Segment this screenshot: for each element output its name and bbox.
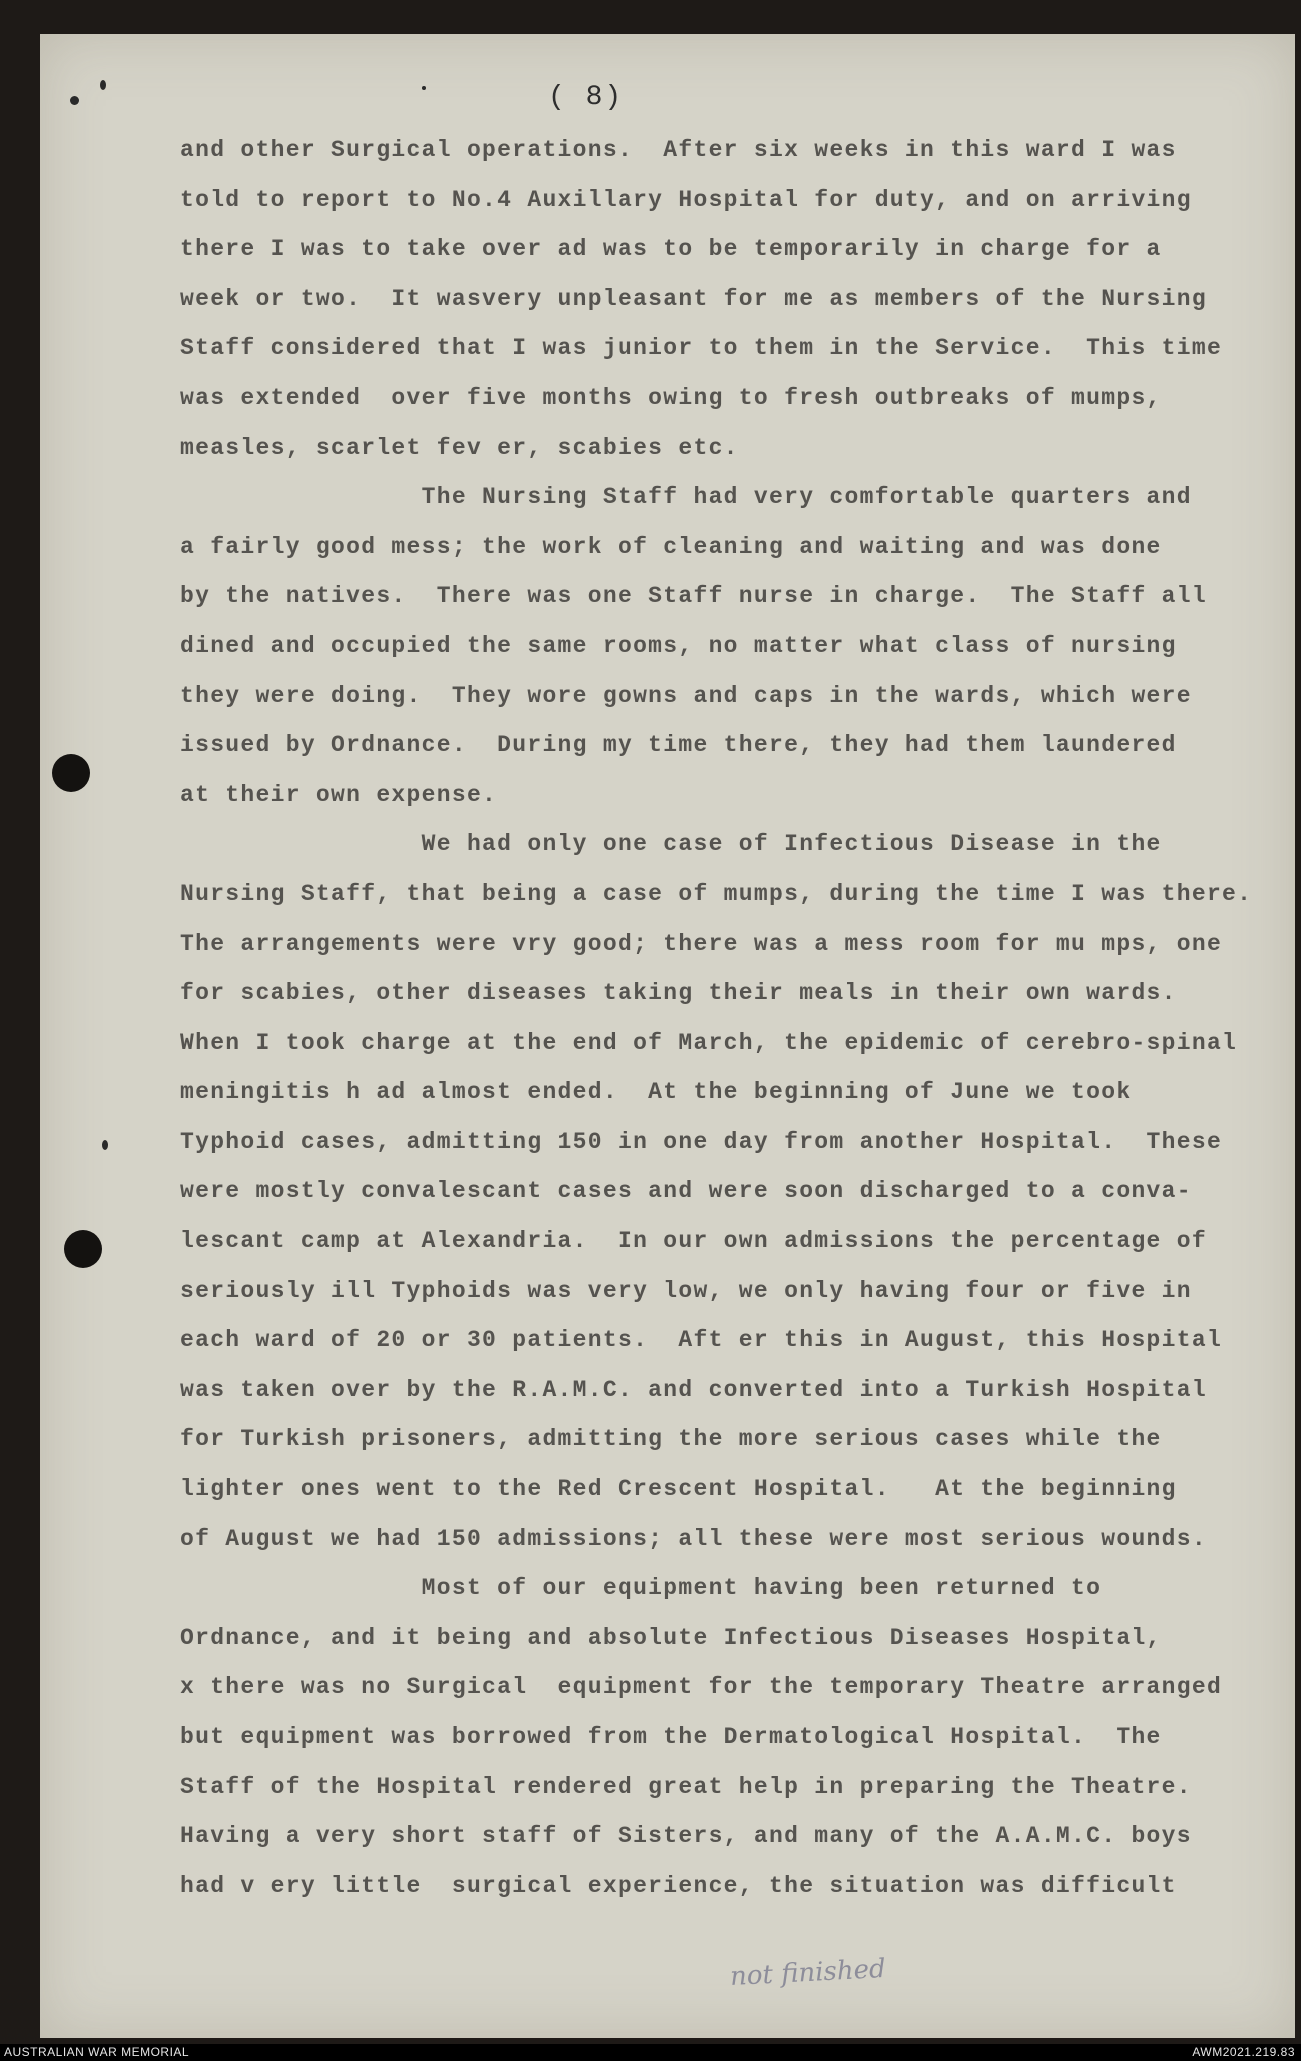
text-line: by the natives. There was one Staff nurse in charge. The Staff all xyxy=(180,583,1207,610)
text-line: issued by Ordnance. During my time there, they had them laundered xyxy=(180,732,1177,759)
text-line: measles, scarlet fev er, scabies etc. xyxy=(180,434,739,461)
punch-hole xyxy=(64,1230,102,1268)
text-line: The arrangements were vry good; there was a mess room for mu mps, one xyxy=(180,930,1223,957)
text-line: week or two. It wasvery unpleasant for me as members of the Nursing xyxy=(180,285,1207,312)
ink-speck xyxy=(70,96,79,105)
text-line: Nursing Staff, that being a case of mumps, during the time I was there. xyxy=(180,880,1253,907)
handwritten-note: not finished xyxy=(729,1953,887,1993)
text-line: of August we had 150 admissions; all these were most serious wounds. xyxy=(180,1525,1207,1552)
text-line: was extended over five months owing to fresh outbreaks of mumps, xyxy=(180,384,1162,411)
punch-hole xyxy=(52,754,90,792)
text-line: Having a very short staff of Sisters, and many of the A.A.M.C. boys xyxy=(180,1823,1192,1850)
text-line: dined and occupied the same rooms, no matter what class of nursing xyxy=(180,632,1177,659)
document-page xyxy=(40,34,1295,2038)
text-line: were mostly convalescant cases and were soon discharged to a conva- xyxy=(180,1178,1192,1205)
text-line: had v ery little surgical experience, the situation was difficult xyxy=(180,1872,1177,1899)
text-line: meningitis h ad almost ended. At the beginning of June we took xyxy=(180,1079,1132,1106)
text-line: told to report to No.4 Auxillary Hospital for duty, and on arriving xyxy=(180,186,1192,213)
text-line: for scabies, other diseases taking their meals in their own wards. xyxy=(180,980,1177,1007)
text-line: there I was to take over ad was to be temporarily in charge for a xyxy=(180,236,1162,263)
text-line: Staff considered that I was junior to them in the Service. This time xyxy=(180,335,1223,362)
footer-reference: AWM2021.219.83 xyxy=(1192,2045,1295,2059)
text-line: Typhoid cases, admitting 150 in one day from another Hospital. These xyxy=(180,1128,1223,1155)
ink-speck xyxy=(102,1140,108,1150)
text-line: each ward of 20 or 30 patients. Aft er this in August, this Hospital xyxy=(180,1327,1223,1354)
text-line: at their own expense. xyxy=(180,781,498,808)
text-line: they were doing. They wore gowns and caps in the wards, which were xyxy=(180,682,1192,709)
text-line: x there was no Surgical equipment for the temporary Theatre arranged xyxy=(180,1674,1223,1701)
ink-speck xyxy=(100,80,106,90)
typed-text xyxy=(180,126,1280,1911)
text-line: Ordnance, and it being and absolute Infectious Diseases Hospital, xyxy=(180,1624,1162,1651)
text-line: We had only one case of Infectious Disease in the xyxy=(180,831,1162,858)
text-line: seriously ill Typhoids was very low, we only having four or five in xyxy=(180,1277,1192,1304)
footer-bar xyxy=(0,2044,1301,2061)
text-line: lescant camp at Alexandria. In our own admissions the percentage of xyxy=(180,1228,1207,1255)
text-line: for Turkish prisoners, admitting the more serious cases while the xyxy=(180,1426,1162,1453)
footer-credit: AUSTRALIAN WAR MEMORIAL xyxy=(4,2045,190,2059)
text-line: Most of our equipment having been returned to xyxy=(180,1575,1102,1602)
text-line: a fairly good mess; the work of cleaning and waiting and was done xyxy=(180,533,1162,560)
ink-speck xyxy=(422,86,426,90)
text-line: When I took charge at the end of March, the epidemic of cerebro-spinal xyxy=(180,1029,1238,1056)
text-line: and other Surgical operations. After six weeks in this ward I was xyxy=(180,137,1177,163)
text-line: but equipment was borrowed from the Dermatological Hospital. The xyxy=(180,1724,1162,1750)
text-line: was taken over by the R.A.M.C. and converted into a Turkish Hospital xyxy=(180,1376,1207,1403)
text-line: Staff of the Hospital rendered great help in preparing the Theatre. xyxy=(180,1773,1192,1800)
text-line: The Nursing Staff had very comfortable quarters and xyxy=(180,484,1192,511)
page-number: ( 8) xyxy=(548,82,624,113)
text-line: lighter ones went to the Red Crescent Hospital. At the beginning xyxy=(180,1476,1177,1503)
